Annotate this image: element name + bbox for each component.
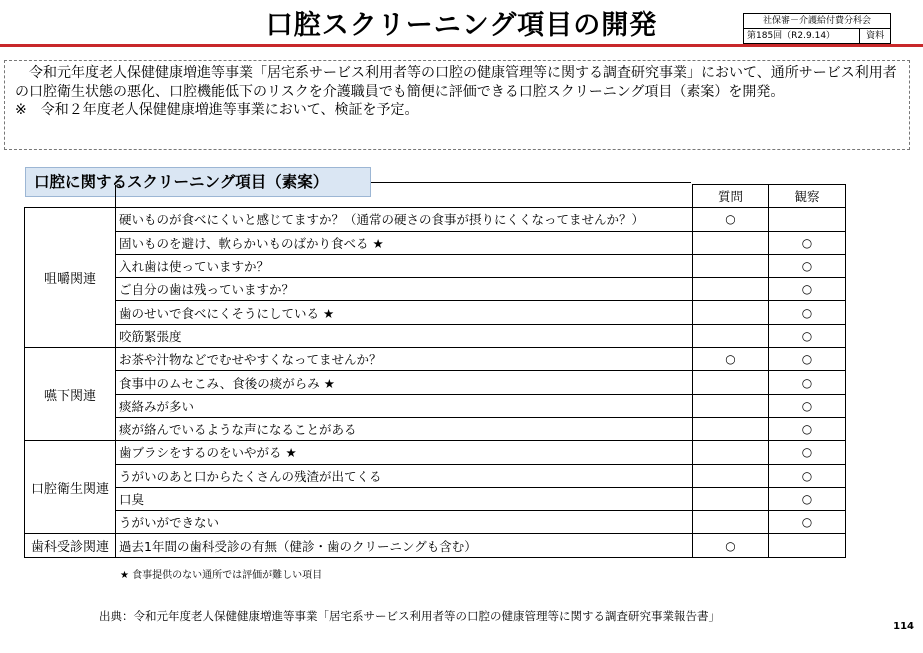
header-observation: 観察 — [769, 185, 846, 208]
item-cell: 固いものを避け、軟らかいものばかり食べる ★ — [116, 231, 693, 254]
item-cell: 過去1年間の歯科受診の有無（健診・歯のクリーニングも含む） — [116, 534, 693, 557]
observation-mark: ○ — [769, 278, 846, 301]
category-chewing: 咀嚼関連 — [25, 208, 116, 348]
question-mark — [693, 487, 769, 510]
table-title-rule — [371, 182, 691, 183]
question-mark — [693, 394, 769, 417]
footnote: ★ 食事提供のない通所では評価が難しい項目 — [120, 570, 323, 581]
table-row — [25, 511, 846, 534]
question-mark — [693, 278, 769, 301]
item-cell: 食事中のムセこみ、食後の痰がらみ ★ — [116, 371, 693, 394]
summary-text: 令和元年度老人保健健康増進等事業「居宅系サービス利用者等の口腔の健康管理等に関する調査研究事業」において、通所サービス利用者の口腔衛生状態の悪化、口腔機能低下のリスクを介護職員でも簡便に評価できる口腔スクリーニング項目（素案）を開発。 — [15, 65, 897, 100]
observation-mark: ○ — [769, 441, 846, 464]
item-cell: ご自分の歯は残っていますか？ — [116, 278, 693, 301]
title-underline — [0, 44, 923, 47]
summary-note: ※ 令和２年度老人保健健康増進等事業において、検証を予定。 — [15, 102, 419, 118]
table-row — [25, 441, 846, 464]
source-citation: 出典：令和元年度老人保健健康増進等事業「居宅系サービス利用者等の口腔の健康管理等に関する調査研究事業報告書」 — [99, 609, 720, 623]
question-mark — [693, 441, 769, 464]
observation-mark: ○ — [769, 324, 846, 347]
observation-mark: ○ — [769, 394, 846, 417]
observation-mark — [769, 208, 846, 231]
item-cell: 歯ブラシをするのをいやがる ★ — [116, 441, 693, 464]
doc-tag-committee: 社保審－介護給付費分科会 — [744, 14, 891, 29]
question-mark — [693, 231, 769, 254]
table-header-row — [25, 185, 846, 208]
item-cell: お茶や汁物などでむせやすくなってませんか？ — [116, 348, 693, 371]
table-row — [25, 254, 846, 277]
item-cell: うがいのあと口からたくさんの残渣が出てくる — [116, 464, 693, 487]
question-mark — [693, 371, 769, 394]
table-row — [25, 301, 846, 324]
question-mark — [693, 324, 769, 347]
table-row — [25, 417, 846, 440]
observation-mark: ○ — [769, 231, 846, 254]
item-cell: うがいができない — [116, 511, 693, 534]
item-cell: 歯のせいで食べにくそうにしている ★ — [116, 301, 693, 324]
table-row — [25, 348, 846, 371]
question-mark — [693, 254, 769, 277]
observation-mark: ○ — [769, 464, 846, 487]
table-row — [25, 534, 846, 557]
table-row — [25, 231, 846, 254]
question-mark — [693, 301, 769, 324]
header-question: 質問 — [693, 185, 769, 208]
observation-mark — [769, 534, 846, 557]
table-title: 口腔に関するスクリーニング項目（素案） — [25, 167, 371, 197]
observation-mark: ○ — [769, 254, 846, 277]
item-cell: 硬いものが食べにくいと感じてますか？（通常の硬さの食事が摂りにくくなってませんか？） — [116, 208, 693, 231]
screening-table — [24, 184, 846, 558]
table-row — [25, 394, 846, 417]
table-row — [25, 464, 846, 487]
item-cell: 入れ歯は使っていますか？ — [116, 254, 693, 277]
table-row — [25, 208, 846, 231]
category-oral-hygiene: 口腔衛生関連 — [25, 441, 116, 534]
item-cell: 口臭 — [116, 487, 693, 510]
table-row — [25, 324, 846, 347]
question-mark: ○ — [693, 208, 769, 231]
item-cell: 痰絡みが多い — [116, 394, 693, 417]
question-mark: ○ — [693, 534, 769, 557]
observation-mark: ○ — [769, 511, 846, 534]
table-row — [25, 371, 846, 394]
observation-mark: ○ — [769, 348, 846, 371]
observation-mark: ○ — [769, 301, 846, 324]
observation-mark: ○ — [769, 487, 846, 510]
header-blank — [116, 185, 693, 208]
category-swallowing: 嚥下関連 — [25, 348, 116, 441]
summary-box — [4, 60, 910, 150]
question-mark — [693, 464, 769, 487]
question-mark — [693, 417, 769, 440]
page-title: 口腔スクリーニング項目の開発 — [265, 10, 658, 41]
question-mark — [693, 511, 769, 534]
doc-tag-session: 第185回（R2.9.14） — [744, 29, 860, 44]
item-cell: 咬筋緊張度 — [116, 324, 693, 347]
observation-mark: ○ — [769, 417, 846, 440]
table-row — [25, 487, 846, 510]
document-tag — [743, 13, 891, 44]
category-dental-visit: 歯科受診関連 — [25, 534, 116, 557]
item-cell: 痰が絡んでいるような声になることがある — [116, 417, 693, 440]
observation-mark: ○ — [769, 371, 846, 394]
question-mark: ○ — [693, 348, 769, 371]
doc-tag-type: 資料 — [860, 29, 891, 44]
header-blank — [25, 185, 116, 208]
table-row — [25, 278, 846, 301]
page-number: 114 — [893, 621, 914, 632]
